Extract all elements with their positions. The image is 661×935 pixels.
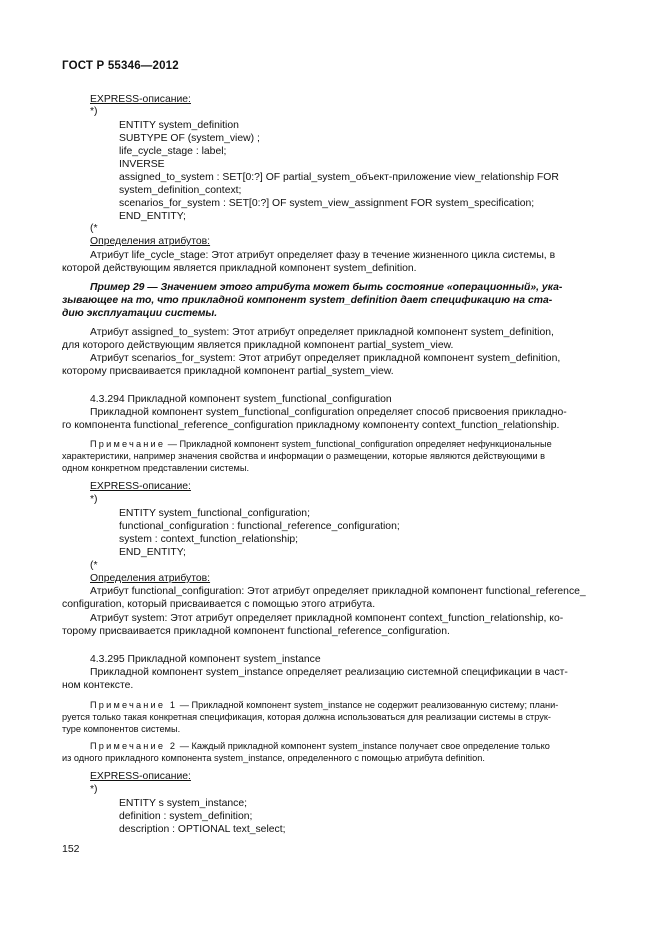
attr-heading: Определения атрибутов:	[90, 236, 211, 247]
paragraph-line: Прикладной компонент system_functional_configuration определяет способ присвоения прикладно-	[90, 407, 567, 418]
comment-open: *)	[90, 494, 98, 505]
code-line: system : context_function_relationship;	[119, 534, 299, 545]
code-line: life_cycle_stage : label;	[119, 146, 227, 157]
express-label: EXPRESS-описание:	[90, 481, 191, 492]
comment-open: *)	[90, 106, 98, 117]
code-line: system_definition_context;	[119, 185, 242, 196]
note-line	[90, 438, 552, 450]
code-line: END_ENTITY;	[119, 211, 186, 222]
example-line: Пример 29 — Значением этого атрибута может быть состояние «операционный», ука-	[90, 282, 563, 293]
code-line: functional_configuration : functional_reference_configuration;	[119, 521, 400, 532]
code-line: ENTITY system_functional_configuration;	[119, 508, 310, 519]
example-line: зывающее на то, что прикладной компонент system_definition дает спецификацию на ста-	[62, 295, 553, 306]
page-number: 152	[62, 843, 80, 855]
note-text: — Прикладной компонент system_functional_configuration определяет нефункциональные	[165, 439, 552, 449]
note-label: Примечание 2	[90, 741, 178, 751]
paragraph-line: configuration, который присваивается с помощью этого атрибута.	[62, 599, 376, 610]
note-line	[90, 740, 550, 752]
paragraph-line: Прикладной компонент system_instance определяет реализацию системной спецификации в част-	[90, 667, 568, 678]
paragraph-line: Атрибут assigned_to_system: Этот атрибут определяет прикладной компонент system_definition,	[90, 327, 554, 338]
note-text: — Прикладной компонент system_instance не содержит реализованную систему; плани-	[177, 700, 559, 710]
paragraph-line: которому присваивается прикладной компонент partial_system_view.	[62, 366, 394, 377]
paragraph-line: Атрибут system: Этот атрибут определяет прикладной компонент context_function_relationship, ко-	[90, 613, 564, 624]
paragraph-line: Атрибут scenarios_for_system: Этот атрибут определяет прикладной компонент system_definition,	[90, 353, 561, 364]
document-header: ГОСТ Р 55346—2012	[62, 60, 179, 72]
comment-close: (*	[90, 560, 98, 571]
note-line: характеристики, например значения свойства и информации о размещении, которые являются действующими в	[62, 451, 546, 461]
attr-heading: Определения атрибутов:	[90, 573, 211, 584]
paragraph-line: ном контексте.	[62, 680, 134, 691]
comment-close: (*	[90, 223, 98, 234]
express-label: EXPRESS-описание:	[90, 771, 191, 782]
code-line: definition : system_definition;	[119, 811, 253, 822]
paragraph-line: Атрибут life_cycle_stage: Этот атрибут определяет фазу в течение жизненного цикла системы, в	[90, 250, 556, 261]
note-text: — Каждый прикладной компонент system_instance получает свое определение только	[177, 741, 550, 751]
note-label: Примечание 1	[90, 700, 178, 710]
note-line: туре компонентов системы.	[62, 724, 181, 734]
express-label: EXPRESS-описание:	[90, 94, 191, 105]
example-line: дию эксплуатации системы.	[62, 308, 218, 319]
code-line: END_ENTITY;	[119, 547, 186, 558]
note-line	[90, 699, 558, 711]
note-label: Примечание	[90, 439, 166, 449]
code-line: ENTITY s system_instance;	[119, 798, 248, 809]
paragraph-line: Атрибут functional_configuration: Этот атрибут определяет прикладной компонент functional_reference_	[90, 586, 586, 597]
code-line: scenarios_for_system : SET[0:?] OF system_view_assignment FOR system_specification;	[119, 198, 535, 209]
code-line: INVERSE	[119, 159, 165, 170]
note-line: руется только такая конкретная спецификация, которая должна использоваться для реализации системы в струк-	[62, 712, 551, 722]
code-line: description : OPTIONAL text_select;	[119, 824, 286, 835]
paragraph-line: которой действующим является прикладной компонент system_definition.	[62, 263, 417, 274]
code-line: SUBTYPE OF (system_view) ;	[119, 133, 260, 144]
code-line: assigned_to_system : SET[0:?] OF partial_system_объект-приложение view_relationship FOR	[119, 172, 559, 183]
paragraph-line: торому присваивается прикладной компонент functional_reference_configuration.	[62, 626, 450, 637]
section-heading: 4.3.295 Прикладной компонент system_instance	[90, 654, 321, 665]
section-heading: 4.3.294 Прикладной компонент system_functional_configuration	[90, 394, 392, 405]
comment-open: *)	[90, 784, 98, 795]
note-line: одном конкретном представлении системы.	[62, 463, 250, 473]
code-line: ENTITY system_definition	[119, 120, 239, 131]
paragraph-line: го компонента functional_reference_configuration прикладному компоненту context_function_relationship.	[62, 420, 560, 431]
note-line: из одного прикладного компонента system_instance, определенного с помощью атрибута definition.	[62, 753, 485, 763]
paragraph-line: для которого действующим является прикладной компонент partial_system_view.	[62, 340, 454, 351]
